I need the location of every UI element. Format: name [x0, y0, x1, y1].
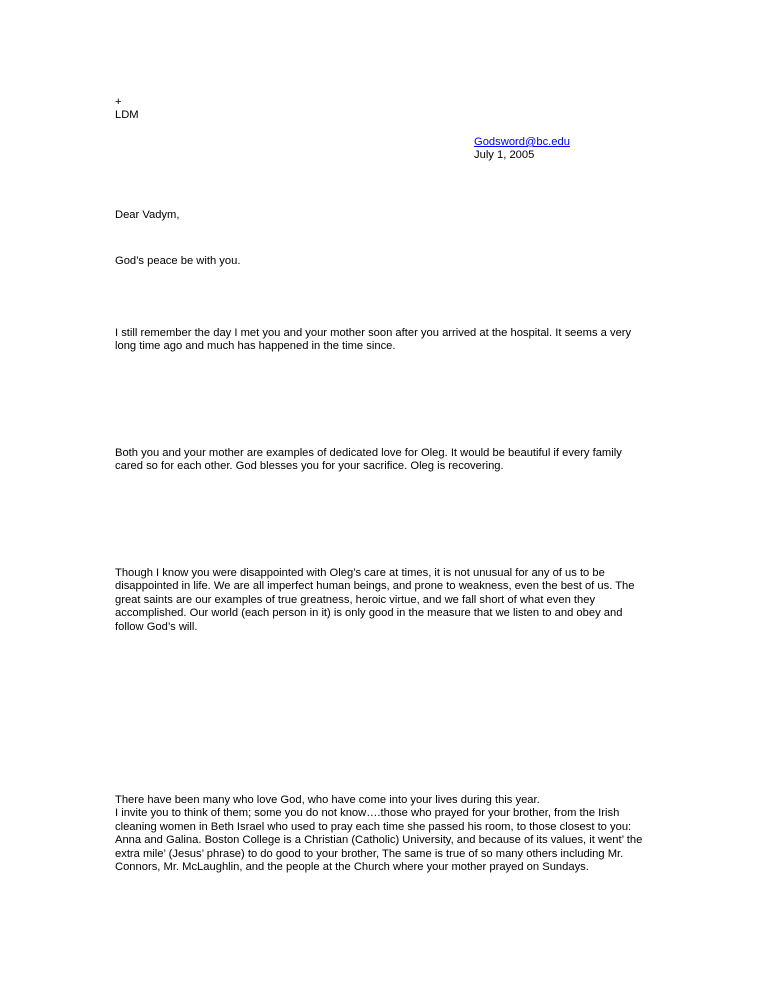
paragraph-3-line: great saints are our examples of true greatness, heroic virtue, and we fall short of what even they: [115, 593, 596, 606]
letter-date: July 1, 2005: [474, 149, 535, 162]
salutation: Dear Vadym,: [115, 209, 180, 221]
initials: LDM: [115, 109, 139, 122]
paragraph-4-line: cleaning women in Beth Israel who used to pray each time she passed his room, to those closest to you:: [115, 820, 632, 833]
paragraph-4: [115, 794, 660, 874]
paragraph-2-line: cared so for each other. God blesses you for your sacrifice. Oleg is recovering.: [115, 460, 504, 473]
paragraph-4-line: Anna and Galina. Boston College is a Christian (Catholic) University, and because of its values, it went’ the: [115, 834, 643, 847]
blessing: God’s peace be with you.: [115, 255, 241, 267]
paragraph-4-line: There have been many who love God, who have come into your lives during this year.: [115, 794, 540, 806]
paragraph-2-line: Both you and your mother are examples of dedicated love for Oleg. It would be beautiful if every family: [115, 447, 622, 459]
cross-mark: +: [115, 96, 122, 108]
paragraph-3-line: disappointed in life. We are all imperfect human beings, and prone to weakness, even the best of us. The: [115, 580, 635, 593]
sender-email-link[interactable]: Godsword@bc.edu: [474, 136, 570, 148]
paragraph-1-line: long time ago and much has happened in the time since.: [115, 340, 396, 353]
paragraph-2: [115, 447, 660, 474]
paragraph-4-line: I invite you to think of them; some you do not know….those who prayed for your brother, from the Irish: [115, 807, 620, 820]
paragraph-3-line: follow God’s will.: [115, 620, 198, 633]
paragraph-1-line: I still remember the day I met you and your mother soon after you arrived at the hospital. It seems a very: [115, 327, 632, 339]
letter-header: [115, 96, 660, 123]
paragraph-3-line: Though I know you were disappointed with Oleg’s care at times, it is not unusual for any of us to be: [115, 567, 605, 579]
paragraph-1: [115, 327, 660, 354]
paragraph-3: [115, 567, 660, 634]
paragraph-3-line: accomplished. Our world (each person in it) is only good in the measure that we listen to and obey and: [115, 607, 623, 620]
paragraph-4-line: extra mile’ (Jesus’ phrase) to do good to your brother, The same is true of so many others including Mr.: [115, 847, 624, 860]
paragraph-4-line: Connors, Mr. McLaughlin, and the people at the Church where your mother prayed on Sundays.: [115, 861, 589, 874]
sender-block: [474, 136, 570, 163]
